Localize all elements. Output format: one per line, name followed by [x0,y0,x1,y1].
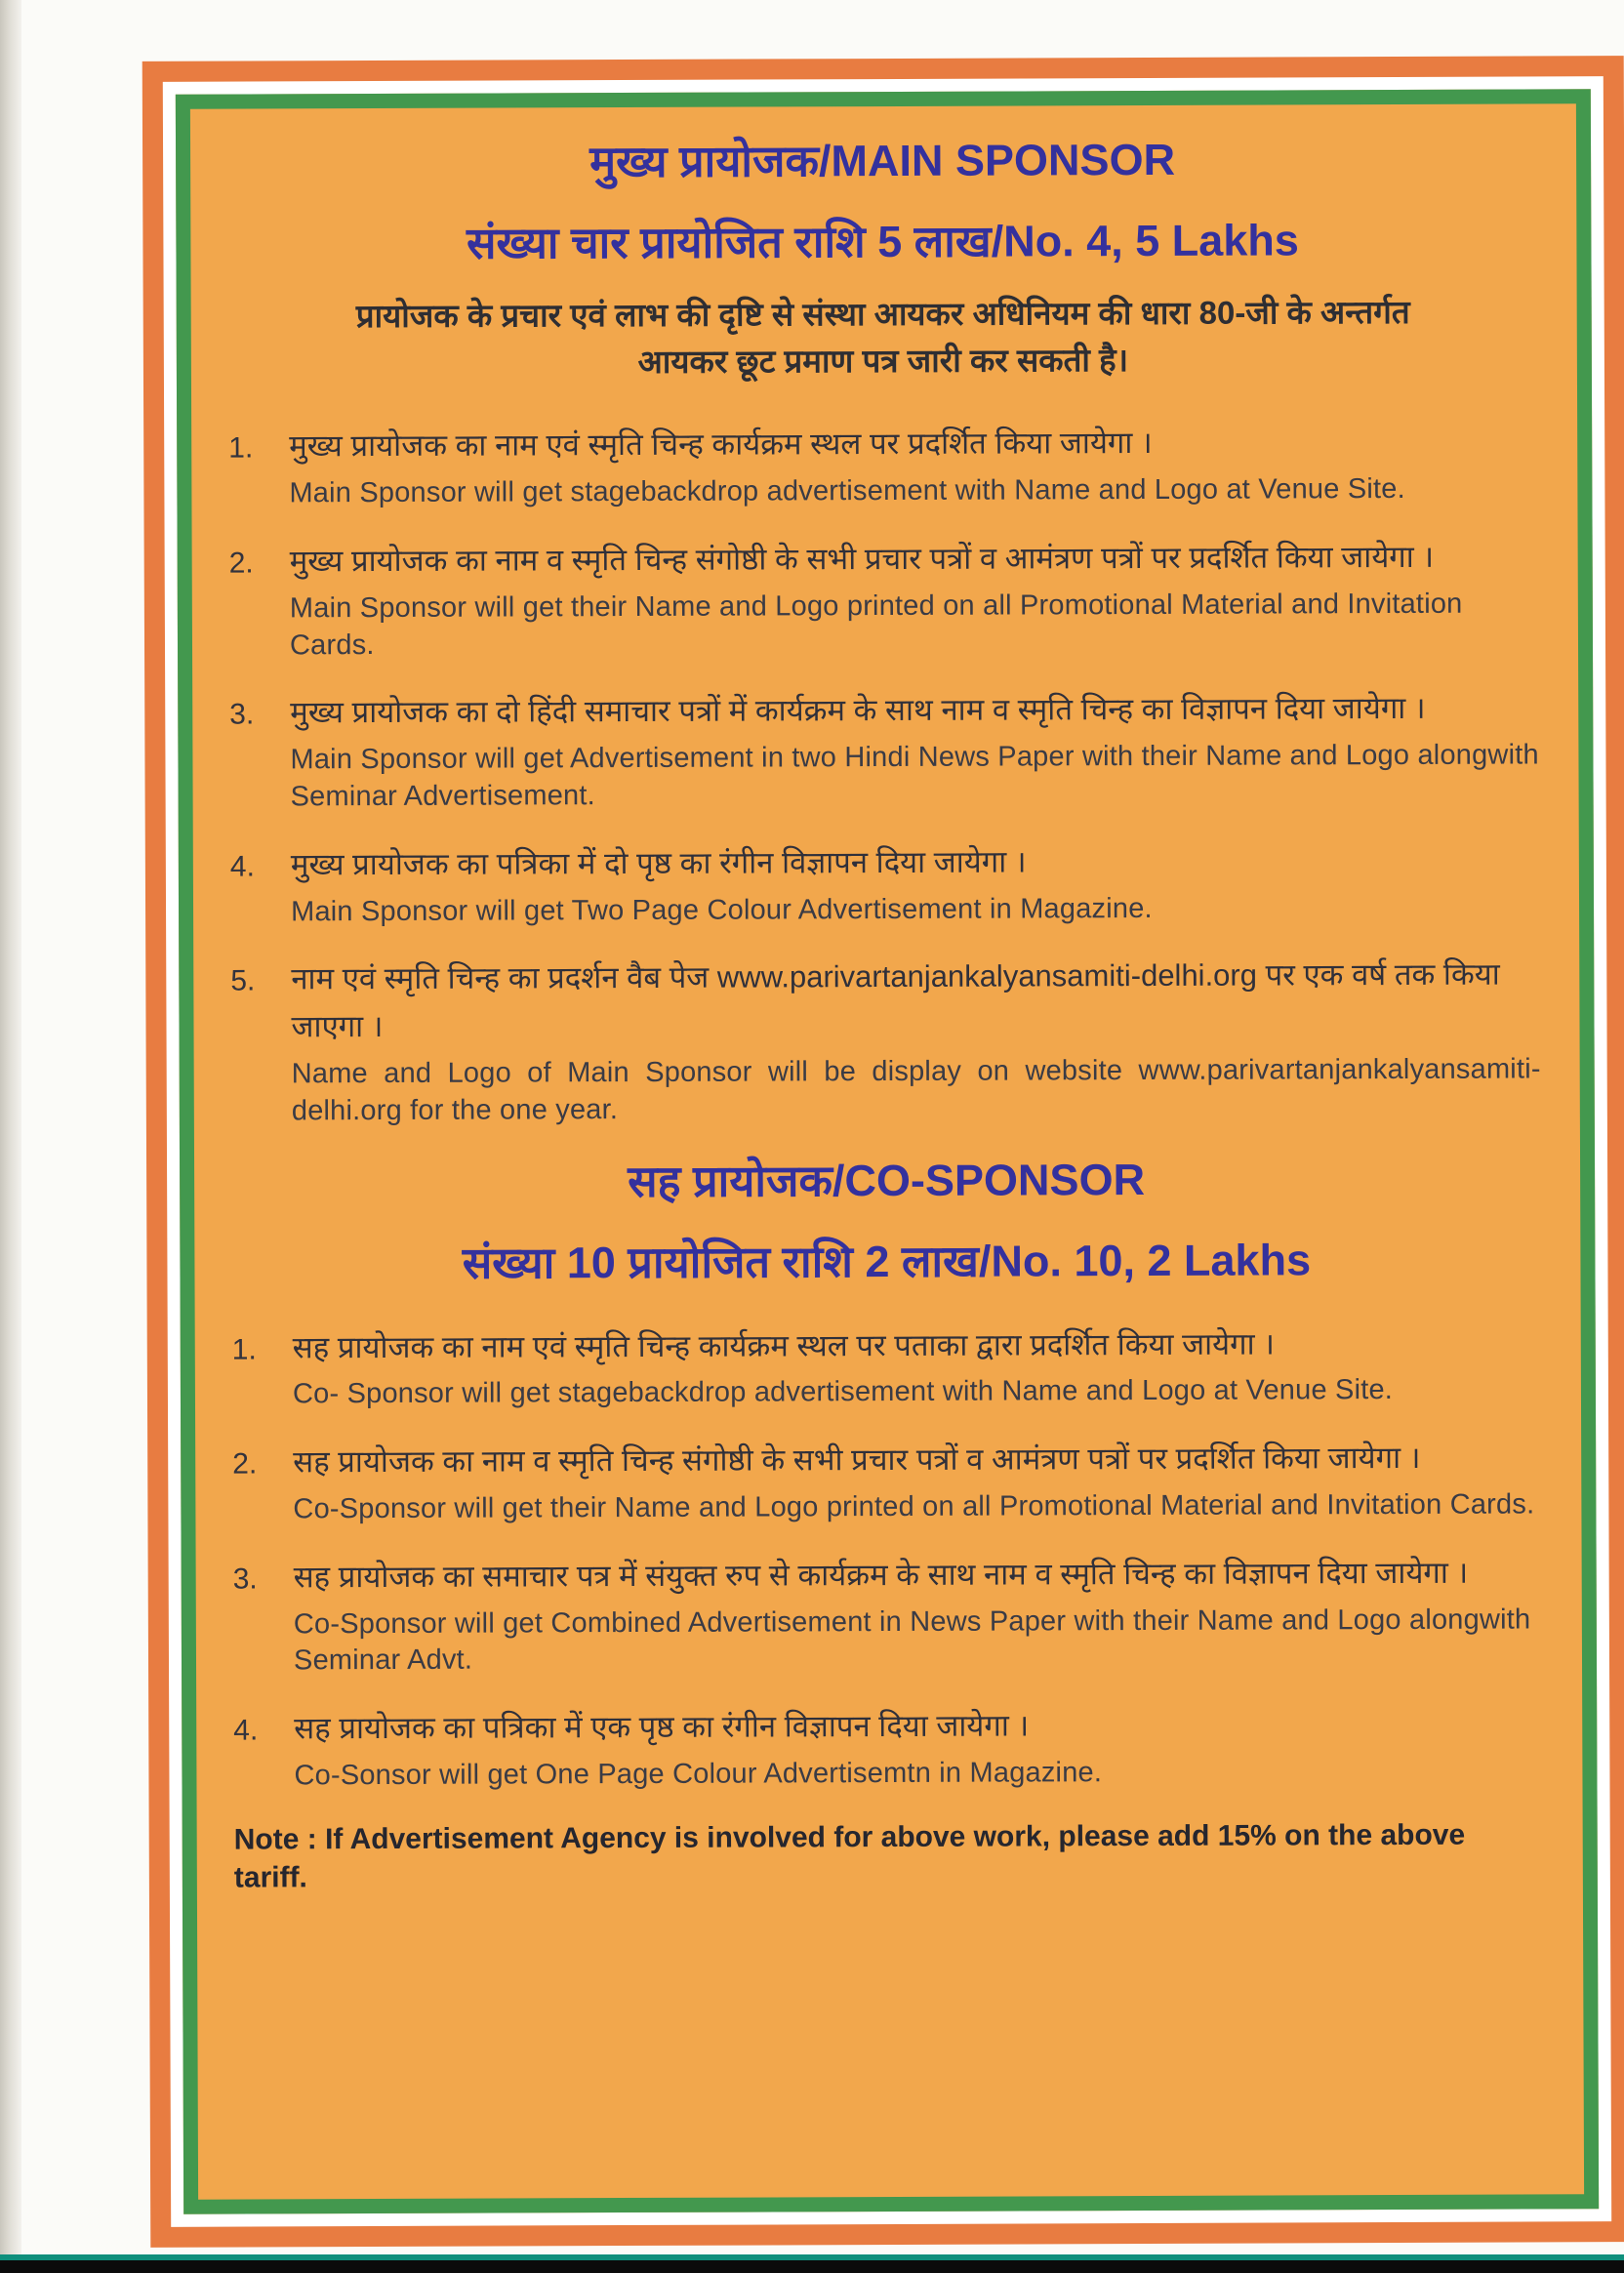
list-item [232,1435,1542,1529]
item-english-text: Main Sponsor will get Two Page Colour Advertisement in Magazine. [290,892,1153,928]
item-hindi-text: सह प्रायोजक का नाम एवं स्मृति चिन्ह कार्यक्रम स्थल पर पताका द्वारा प्रदर्शित किया जायेगा । [292,1325,1276,1364]
item-hindi-text: मुख्य प्रायोजक का नाम एवं स्मृति चिन्ह कार्यक्रम स्थल पर प्रदर्शित किया जायेगा । [289,426,1153,464]
item-number: 4. [229,850,255,883]
list-item [233,1549,1543,1680]
item-english-text: Main Sponsor will get Advertisement in two Hindi News Paper with their Name and Logo alongwith Seminar Advertisement. [290,739,1539,813]
item-number: 1. [228,431,254,466]
item-hindi-text: सह प्रायोजक का पत्रिका में एक पृष्ठ का रंगीन विज्ञापन दिया जायेगा । [294,1708,1030,1746]
item-text [291,836,1540,931]
item-number: 1. [231,1332,257,1366]
item-hindi-text: मुख्य प्रायोजक का दो हिंदी समाचार पत्रों में कार्यक्रम के साथ नाम व स्मृति चिन्ह का विज्ञापन दिया जायेगा । [290,691,1426,730]
item-hindi-text: मुख्य प्रायोजक का पत्रिका में दो पृष्ठ का रंगीन विज्ञापन दिया जायेगा । [290,844,1027,882]
list-item [230,952,1541,1130]
item-number: 3. [232,1563,258,1596]
item-english-text: Co-Sponsor will get their Name and Logo printed on all Promotional Material and Invitation Cards. [293,1488,1535,1525]
item-number: 2. [232,1447,258,1481]
item-english-text: Name and Logo of Main Sponsor will be display on website www.parivartanjankalyansamiti-delhi.org for the one year. [291,1053,1541,1127]
item-english-text: Main Sponsor will get stagebackdrop advertisement with Name and Logo at Venue Site. [289,473,1405,509]
list-item [228,419,1538,513]
item-number: 2. [228,547,254,580]
main-sponsor-title: मुख्य प्रायोजक/MAIN SPONSOR [589,134,1176,187]
intro-line-1: प्रायोजक के प्रचार एवं लाभ की दृष्टि से संस्था आयकर अधिनियम की धारा 80-जी के अन्तर्गत [355,293,1410,334]
item-text [290,685,1539,816]
list-item [232,1319,1542,1414]
item-hindi-text: सह प्रायोजक का नाम व स्मृति चिन्ह संगोष्ठी के सभी प्रचार पत्रों व आमंत्रण पत्रों पर प्रदर्शित किया जायेगा । [293,1441,1421,1480]
item-hindi-text: मुख्य प्रायोजक का नाम व स्मृति चिन्ह संगोष्ठी के सभी प्रचार पत्रों व आमंत्रण पत्रों पर प्रदर्शित किया जायेगा । [289,539,1435,579]
item-text [289,419,1538,513]
item-text [294,1549,1543,1680]
list-item [230,836,1540,931]
item-english-text: Co- Sponsor will get stagebackdrop advertisement with Name and Logo at Venue Site. [292,1374,1394,1410]
item-number: 4. [233,1714,259,1747]
main-sponsor-subtitle: संख्या चार प्रायोजित राशि 5 लाख/No. 4, 5 Lakhs [466,215,1299,268]
item-text [293,1435,1542,1529]
tricolor-frame [142,56,1624,2248]
scan-edge-left [0,0,21,2273]
intro-line-2: आयकर छूट प्रमाण पत्र जारी कर सकती है। [637,341,1129,380]
item-text [290,534,1539,665]
item-number: 5. [230,964,256,998]
scan-edge-bottom [0,2260,1624,2273]
item-english-text: Main Sponsor will get their Name and Logo printed on all Promotional Material and Invitation Cards. [289,588,1463,662]
co-sponsor-subtitle: संख्या 10 प्रायोजित राशि 2 लाख/No. 10, 2 Lakhs [462,1235,1312,1288]
list-item [229,534,1539,665]
sponsor-tariff-content [190,103,1584,2199]
list-item [229,685,1539,816]
item-text [291,952,1541,1130]
item-text [293,1319,1542,1414]
item-english-text: Co-Sponsor will get Combined Advertisement in News Paper with their Name and Logo alongwith Seminar Advt. [293,1603,1531,1677]
item-hindi-text: नाम एवं स्मृति चिन्ह का प्रदर्शन वैब पेज www.parivartanjankalyansamiti-delhi.org पर एक वर्ष तक किया जाएगा । [291,957,1500,1044]
main-sponsor-benefit-list [228,419,1541,1130]
tax-exemption-intro [228,288,1538,386]
co-sponsor-title: सह प्रायोजक/CO-SPONSOR [628,1154,1146,1206]
co-sponsor-benefit-list [232,1319,1544,1795]
item-english-text: Co-Sonsor will get One Page Colour Advertisemtn in Magazine. [294,1757,1103,1792]
list-item [233,1701,1543,1796]
agency-note: Note : If Advertisement Agency is involved for above work, please add 15% on the above tariff. [233,1818,1466,1894]
inner-green-border [176,89,1599,2214]
item-number: 3. [229,698,255,732]
item-hindi-text: सह प्रायोजक का समाचार पत्र में संयुक्त रुप से कार्यक्रम के साथ नाम व स्मृति चिन्ह का विज्ञापन दिया जायेगा । [293,1555,1469,1595]
item-text [294,1701,1543,1796]
